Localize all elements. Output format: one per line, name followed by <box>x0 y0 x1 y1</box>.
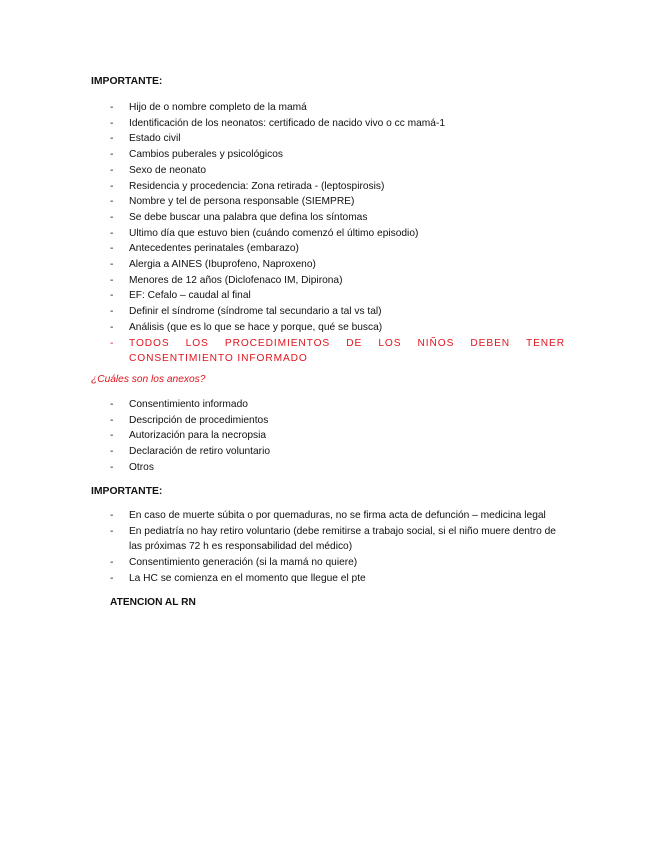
bullet-dash: - <box>110 461 114 473</box>
bullet-dash: - <box>110 274 114 286</box>
list-item: - Alergia a AINES (Ibuprofeno, Naproxeno) <box>110 257 565 273</box>
bullet-dash: - <box>110 117 114 129</box>
bullet-dash: - <box>110 164 114 176</box>
section1-list <box>110 100 565 367</box>
consent-alert-item <box>110 336 565 367</box>
bullet-dash: - <box>110 211 114 223</box>
bullet-dash: - <box>110 290 114 302</box>
bullet-dash: - <box>110 430 114 442</box>
list-item: - Declaración de retiro voluntario <box>110 444 565 460</box>
list-item: - La HC se comienza en el momento que llegue el pte <box>110 571 565 587</box>
list-item: - Hijo de o nombre completo de la mamá <box>110 100 565 116</box>
bullet-dash: - <box>110 227 114 239</box>
list-item: - Descripción de procedimientos <box>110 413 565 429</box>
list-item: - Sexo de neonato <box>110 163 565 179</box>
bullet-dash: - <box>110 102 114 113</box>
bullet-dash: - <box>110 510 114 521</box>
section2-heading: IMPORTANTE: <box>91 486 163 497</box>
list-item: - Ultimo día que estuvo bien (cuándo comenzó el último episodio) <box>110 226 565 242</box>
annexes-question: ¿Cuáles son los anexos? <box>91 374 206 385</box>
list-item: - Análisis (que es lo que se hace y porque, qué se busca) <box>110 320 565 336</box>
bullet-dash: - <box>110 321 114 333</box>
list-item: - En caso de muerte súbita o por quemaduras, no se firma acta de defunción – medicina legal <box>110 508 565 524</box>
list-item: - Antecedentes perinatales (embarazo) <box>110 241 565 257</box>
list-item: - Nombre y tel de persona responsable (SIEMPRE) <box>110 194 565 210</box>
consent-alert-text: TODOS LOS PROCEDIMIENTOS DE LOS NIÑOS DEBEN TENER CONSENTIMIENTO INFORMADO <box>129 337 565 365</box>
list-item: - Identificación de los neonatos: certificado de nacido vivo o cc mamá-1 <box>110 116 565 132</box>
list-item: - Otros <box>110 460 565 476</box>
list-item: - Consentimiento informado <box>110 397 565 413</box>
bullet-dash: - <box>110 446 114 458</box>
section3-heading: ATENCION AL RN <box>110 597 196 608</box>
bullet-dash: - <box>110 180 114 192</box>
bullet-dash: - <box>110 572 114 584</box>
list-item: - Autorización para la necropsia <box>110 428 565 444</box>
section1-heading: IMPORTANTE: <box>91 76 163 87</box>
list-item: - Residencia y procedencia: Zona retirada - (leptospirosis) <box>110 179 565 195</box>
bullet-dash: - <box>110 306 114 318</box>
bullet-dash: - <box>110 557 114 569</box>
list-item: - Cambios puberales y psicológicos <box>110 147 565 163</box>
bullet-dash: - <box>110 525 114 537</box>
section2-list <box>110 508 565 587</box>
list-item: - Consentimiento generación (si la mamá no quiere) <box>110 555 565 571</box>
annexes-list <box>110 397 565 476</box>
list-item: - Se debe buscar una palabra que defina los síntomas <box>110 210 565 226</box>
bullet-dash: - <box>110 196 114 208</box>
bullet-dash: - <box>110 337 114 349</box>
list-item: - Menores de 12 años (Diclofenaco IM, Dipirona) <box>110 273 565 289</box>
list-item: - Definir el síndrome (síndrome tal secundario a tal vs tal) <box>110 304 565 320</box>
list-item: - En pediatría no hay retiro voluntario (debe remitirse a trabajo social, si el niño muere dentro de las próximas 72 h es responsabilidad del médico) <box>110 525 556 553</box>
bullet-dash: - <box>110 414 114 426</box>
bullet-dash: - <box>110 133 114 145</box>
list-item: - EF: Cefalo – caudal al final <box>110 288 565 304</box>
bullet-dash: - <box>110 149 114 161</box>
bullet-dash: - <box>110 399 114 410</box>
list-item: - Estado civil <box>110 131 565 147</box>
bullet-dash: - <box>110 259 114 271</box>
bullet-dash: - <box>110 243 114 255</box>
